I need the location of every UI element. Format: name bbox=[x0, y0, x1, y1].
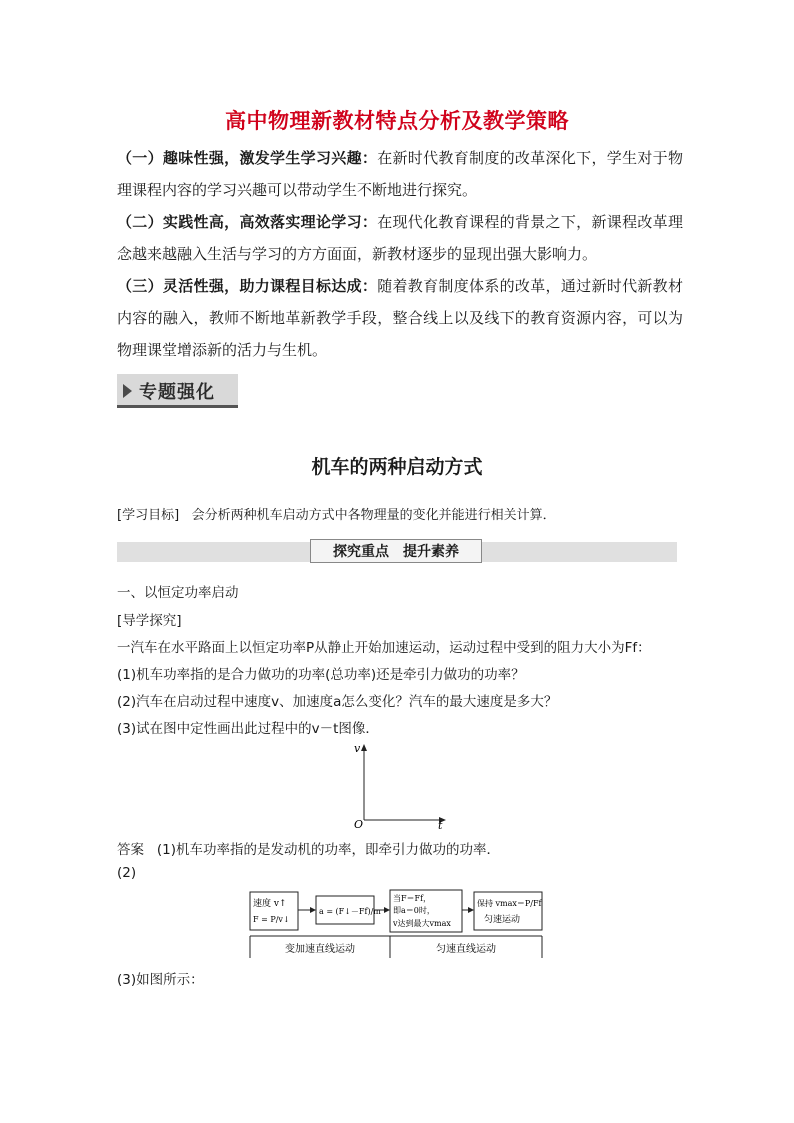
flow-arrow-2-head-icon bbox=[384, 907, 390, 913]
question-2: (2)汽车在启动过程中速度v、加速度a怎么变化？汽车的最大速度是多大？ bbox=[117, 694, 558, 710]
answer-line-1 bbox=[117, 838, 500, 858]
point-2 bbox=[117, 206, 683, 270]
answer-2: (2) bbox=[117, 865, 137, 881]
flow-box-1-line-1: 速度 v↑ bbox=[253, 899, 287, 909]
x-axis-label: t bbox=[438, 819, 443, 830]
flow-box-4-line-1: 保持 vmax＝P/Ff bbox=[477, 899, 542, 908]
document-title: 高中物理新教材特点分析及教学策略 bbox=[225, 109, 569, 133]
answer-3: (3)如图所示： bbox=[117, 972, 204, 988]
flow-arrow-3-head-icon bbox=[468, 907, 474, 913]
point-2-body: 在现代化教育课程的背景之下，新课程改革理念越来越融入生活与学习的方方面面，新教材逐步的显现出强大影响力。 bbox=[117, 213, 683, 263]
flow-box-4-line-2: 匀速运动 bbox=[484, 915, 521, 925]
y-axis-label: v bbox=[354, 742, 361, 755]
flow-box-2-text: a = (F↓－Ff)/m bbox=[319, 907, 381, 916]
flow-box-3-line-1: 当F＝Ff， bbox=[393, 894, 432, 903]
stage-1-label: 变加速直线运动 bbox=[285, 944, 355, 955]
banner-label: 专题强化 bbox=[139, 382, 215, 403]
goal-box bbox=[310, 539, 482, 563]
flow-box-3-line-3: v达到最大vmax bbox=[393, 919, 451, 928]
arrow-icon bbox=[123, 384, 132, 398]
point-1-head: （一）趣味性强，激发学生学习兴趣： bbox=[117, 149, 378, 167]
flow-box-1 bbox=[250, 892, 298, 930]
point-1 bbox=[117, 142, 683, 206]
vt-axes bbox=[320, 740, 450, 830]
goal-text: 会分析两种机车启动方式中各物理量的变化并能进行相关计算． bbox=[191, 508, 556, 523]
point-3-body: 随着教育制度体系的改革，通过新时代新教材内容的融入，教师不断地革新教学手段，整合线上以及线下的教育资源内容，可以为物理课堂增添新的活力与生机。 bbox=[117, 277, 683, 359]
question-1: (1)机车功率指的是合力做功的功率(总功率)还是牵引力做功的功率？ bbox=[117, 667, 525, 683]
goal-label: [学习目标] bbox=[117, 508, 180, 523]
origin-label: O bbox=[354, 818, 364, 830]
point-3-head: （三）灵活性强，助力课程目标达成： bbox=[117, 277, 378, 295]
point-3 bbox=[117, 270, 683, 366]
topic-banner bbox=[117, 374, 238, 408]
flow-box-1-line-2: F = P/v↓ bbox=[253, 915, 290, 924]
flow-arrow-1-head-icon bbox=[310, 907, 316, 913]
part-heading: 一、以恒定功率启动 bbox=[117, 585, 239, 601]
flow-box-3-line-2: 即a＝0时， bbox=[393, 906, 435, 915]
answer-label: 答案 bbox=[117, 842, 144, 858]
learning-goal bbox=[117, 504, 556, 523]
intro-text: 一汽车在水平路面上以恒定功率P从静止开始加速运动，运动过程中受到的阻力大小为Ff： bbox=[117, 640, 651, 656]
guide-label: [导学探究] bbox=[117, 613, 182, 629]
point-1-body: 在新时代教育制度的改革深化下，学生对于物理课程内容的学习兴趣可以带动学生不断地进行探究。 bbox=[117, 149, 683, 199]
question-3: (3)试在图中定性画出此过程中的v－t图像． bbox=[117, 721, 379, 737]
section-title: 机车的两种启动方式 bbox=[311, 456, 483, 478]
goal-box-left: 探究重点 bbox=[333, 544, 389, 560]
y-arrow-icon bbox=[361, 744, 367, 751]
point-2-head: （二）实践性高，高效落实理论学习： bbox=[117, 213, 378, 231]
flow-diagram bbox=[248, 888, 548, 960]
goal-box-right: 提升素养 bbox=[403, 544, 459, 560]
answer-1: (1)机车功率指的是发动机的功率，即牵引力做功的功率． bbox=[156, 842, 500, 858]
stage-2-label: 匀速直线运动 bbox=[436, 944, 496, 955]
